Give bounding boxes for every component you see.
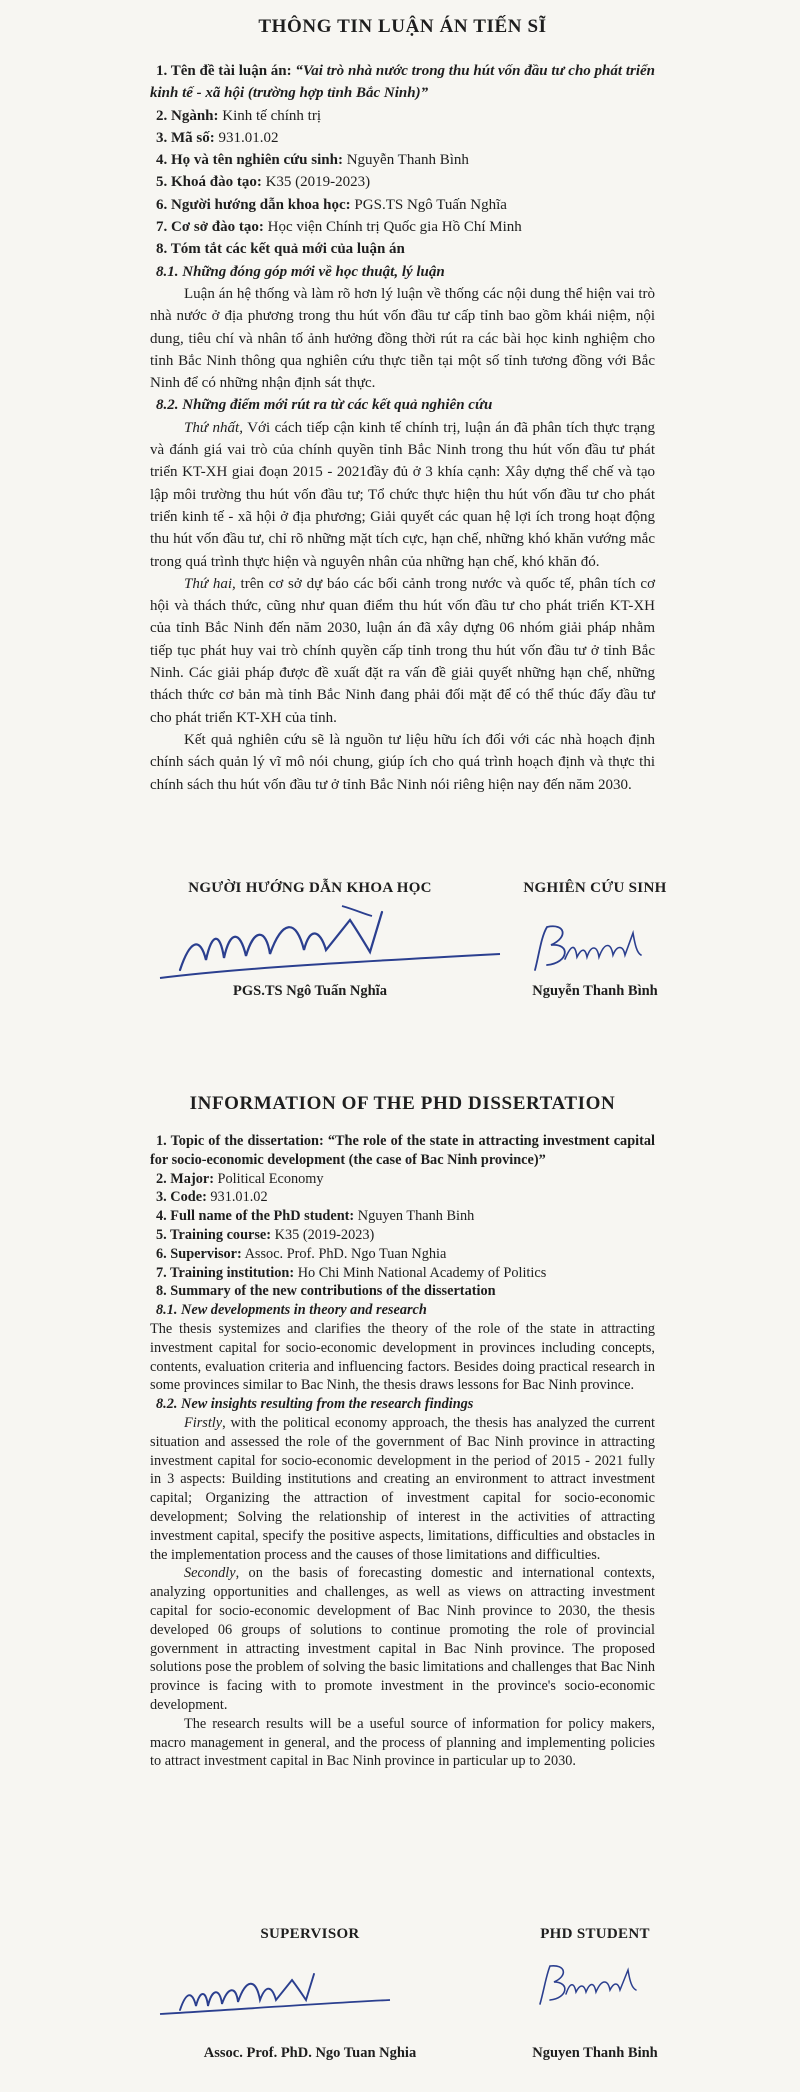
en-sub1-text: The thesis systemizes and clarifies the theory of the role of the state in attracting investment capital for socio-economic development in provinces including concepts, contents, evaluation criteria and influencing factors. Besides doing practical research in some provinces similar to Bac Ninh, the thesis draws lessons for Bac Ninh province. xyxy=(150,1320,655,1394)
en-sig-left-head: SUPERVISOR xyxy=(260,1926,360,1942)
vn-para-3: Kết quả nghiên cứu sẽ là nguồn tư liệu hữu ích đối với các nhà hoạch định chính sách quản lý vĩ mô nói chung, giúp ích cho quá trình hoạch định và thực thi chính sách thu hút vốn đầu tư ở tỉnh Bắc Ninh nói riêng hiện nay đến năm 2030. xyxy=(150,731,655,793)
vn-institution-label: 7. Cơ sở đào tạo: xyxy=(156,219,264,236)
vn-para-2-lead: Thứ hai, xyxy=(184,575,236,592)
en-name-label: 4. Full name of the PhD student: xyxy=(156,1208,355,1225)
vn-summary-label: 8. Tóm tắt các kết quả mới của luận án xyxy=(156,241,405,258)
en-code xyxy=(150,1188,655,1207)
en-course-label: 5. Training course: xyxy=(156,1226,272,1243)
vn-topic-label: 1. Tên đề tài luận án: xyxy=(156,63,292,79)
vn-sig-right-head: NGHIÊN CỨU SINH xyxy=(523,880,667,896)
vn-para-2 xyxy=(150,573,655,729)
en-institution-value: Ho Chi Minh National Academy of Politics xyxy=(297,1264,547,1281)
vn-para-2-text: trên cơ sở dự báo các bối cảnh trong nước và quốc tế, phân tích cơ hội và thách thức, cũng như quan điểm thu hút vốn đầu tư cho phát triển KT-XH của tỉnh Bắc Ninh đến năm 2030, luận án đã xây dựng 06 nhóm giải pháp nhằm tiếp tục phát huy vai trò chính quyền cấp tỉnh trong thu hút vốn đầu tư ở tỉnh Bắc Ninh. Các giải pháp được đề xuất đặt ra vấn đề giải quyết những hạn chế, những thách thức cơ bản mà tỉnh Bắc Ninh đang phải đối mặt để có thể thúc đẩy đầu tư cho phát triển KT-XH của tỉnh. xyxy=(150,575,655,726)
student-signature-en xyxy=(530,1956,660,2016)
en-topic: 1. Topic of the dissertation: “The role of the state in attracting investment capital for socio-economic development (the case of Bac Ninh province)” xyxy=(150,1133,655,1168)
vn-sub2-heading: 8.2. Những điểm mới rút ra từ các kết quả nghiên cứu xyxy=(156,397,493,414)
en-para-1-lead: Firstly xyxy=(184,1414,223,1431)
vn-sig-left-head: NGƯỜI HƯỚNG DẪN KHOA HỌC xyxy=(188,880,432,896)
vn-supervisor-label: 6. Người hướng dẫn khoa học: xyxy=(156,196,351,213)
vn-major-value: Kinh tế chính trị xyxy=(222,107,321,124)
vn-section xyxy=(150,16,655,796)
en-major-value: Political Economy xyxy=(217,1170,324,1187)
en-name-value: Nguyen Thanh Binh xyxy=(357,1208,475,1225)
student-signature xyxy=(525,915,675,985)
en-supervisor xyxy=(150,1245,655,1264)
en-course xyxy=(150,1226,655,1245)
en-para-1 xyxy=(150,1414,655,1564)
en-sig-right-head: PHD STUDENT xyxy=(540,1926,650,1942)
vn-name-value: Nguyễn Thanh Bình xyxy=(346,152,469,169)
vn-sub1-heading: 8.1. Những đóng góp mới về học thuật, lý luận xyxy=(156,263,445,280)
vn-code-value: 931.01.02 xyxy=(218,129,279,146)
en-major xyxy=(150,1170,655,1189)
en-name xyxy=(150,1207,655,1226)
vn-course xyxy=(150,171,655,193)
vn-para-1-lead: Thứ nhất, xyxy=(184,419,243,436)
en-summary-label: 8. Summary of the new contributions of the dissertation xyxy=(156,1283,496,1300)
vn-sig-left-name: PGS.TS Ngô Tuấn Nghĩa xyxy=(233,983,387,999)
en-para-2 xyxy=(150,1564,655,1714)
vn-topic-value: “Vai trò nhà nước trong thu hút vốn đầu tư cho phát triển kinh tế - xã hội (trường hợp tỉnh Bắc Ninh)” xyxy=(150,63,655,102)
en-major-label: 2. Major: xyxy=(156,1170,214,1187)
vn-code-label: 3. Mã số: xyxy=(156,129,215,146)
en-institution xyxy=(150,1264,655,1283)
en-code-label: 3. Code: xyxy=(156,1189,207,1206)
en-sig-right-name: Nguyen Thanh Binh xyxy=(532,2045,658,2061)
en-supervisor-value: Assoc. Prof. PhD. Ngo Tuan Nghia xyxy=(244,1245,447,1262)
supervisor-signature-en xyxy=(140,1956,400,2036)
vn-title: THÔNG TIN LUẬN ÁN TIẾN SĨ xyxy=(258,16,547,37)
vn-institution xyxy=(150,216,655,238)
vn-sig-right-name: Nguyễn Thanh Bình xyxy=(532,983,658,999)
vn-sub1-text: Luận án hệ thống và làm rõ hơn lý luận về thống các nội dung thể hiện vai trò nhà nước ở địa phương trong thu hút vốn đầu tư cấp tỉnh bao gồm khái niệm, nội dung, tiêu chí và nhân tố ảnh hưởng đồng thời rút ra các bài học kinh nghiệm cho tỉnh Bắc Ninh thông qua nghiên cứu thực tiễn tại một số tỉnh tương đồng với Bắc Ninh để có những nhận định sát thực. xyxy=(150,285,655,392)
en-sub2-heading: 8.2. New insights resulting from the research findings xyxy=(156,1396,474,1413)
en-institution-label: 7. Training institution: xyxy=(156,1264,295,1281)
vn-name-label: 4. Họ và tên nghiên cứu sinh: xyxy=(156,152,343,169)
vn-topic xyxy=(150,60,655,105)
vn-supervisor xyxy=(150,194,655,216)
en-section xyxy=(150,1093,655,1771)
supervisor-signature xyxy=(120,870,520,1000)
vn-major-label: 2. Ngành: xyxy=(156,107,219,124)
vn-code xyxy=(150,127,655,149)
vn-course-value: K35 (2019-2023) xyxy=(265,174,371,191)
vn-major xyxy=(150,105,655,127)
en-supervisor-label: 6. Supervisor: xyxy=(156,1245,242,1262)
en-title: INFORMATION OF THE PHD DISSERTATION xyxy=(189,1093,616,1114)
en-para-1-text: , with the political economy approach, the thesis has analyzed the current situation and assessed the role of the government of Bac Ninh province in attracting investment capital for socio-economic development in the period of 2015 - 2021 fully in 3 aspects: Building institutions and creating an environment to attract investment capital; Organizing the attraction of investment capital for socio-economic development; Solving the relationship of interest in the activities of attracting investment capital, specify the positive aspects, limitations, difficulties and obstacles in the implementation process and the causes of those limitations and difficulties. xyxy=(150,1414,655,1563)
en-sig-left-name: Assoc. Prof. PhD. Ngo Tuan Nghia xyxy=(203,2045,417,2061)
en-course-value: K35 (2019-2023) xyxy=(274,1226,375,1243)
vn-supervisor-value: PGS.TS Ngô Tuấn Nghĩa xyxy=(354,196,507,213)
en-para-2-text: , on the basis of forecasting domestic and international contexts, analyzing opportunities and challenges, as well as views on attracting investment capital for socio-economic development of Bac Ninh province to 2030, the thesis developed 06 groups of solutions to continue promoting the role of provincial government in attracting investment capital in Bac Ninh province. The proposed solutions pose the problem of solving the basic limitations and challenges that Bac Ninh province is facing with to promote investment in the province's socio-economic development. xyxy=(150,1565,655,1713)
vn-para-1-text: Với cách tiếp cận kinh tế chính trị, luận án đã phân tích thực trạng và đánh giá vai trò của chính quyền tỉnh Bắc Ninh trong thu hút vốn đầu tư phát triển KT-XH giai đoạn 2015 - 2021đầy đủ ở 3 khía cạnh: Xây dựng thể chế và tạo lập môi trường thu hút vốn đầu tư; Tổ chức thực hiện thu hút vốn đầu tư cho phát triển kinh tế - xã hội ở địa phương; Giải quyết các quan hệ lợi ích trong hoạt động thu hút vốn đầu tư, chỉ rõ những mặt tích cực, hạn chế, những khó khăn vướng mắc trong quá trình thực hiện và nguyên nhân của những hạn chế, khó khăn đó. xyxy=(150,419,655,570)
en-para-2-lead: Secondly xyxy=(184,1565,236,1582)
en-sub1-heading: 8.1. New developments in theory and research xyxy=(156,1302,427,1319)
vn-name xyxy=(150,149,655,171)
vn-para-1 xyxy=(150,417,655,573)
vn-institution-value: Học viện Chính trị Quốc gia Hồ Chí Minh xyxy=(267,219,522,236)
vn-course-label: 5. Khoá đào tạo: xyxy=(156,174,262,191)
en-para-3: The research results will be a useful source of information for policy makers, macro management in general, and the process of planning and implementing policies to attract investment capital in Bac Ninh province in particular up to 2030. xyxy=(150,1715,655,1770)
en-code-value: 931.01.02 xyxy=(210,1189,268,1206)
